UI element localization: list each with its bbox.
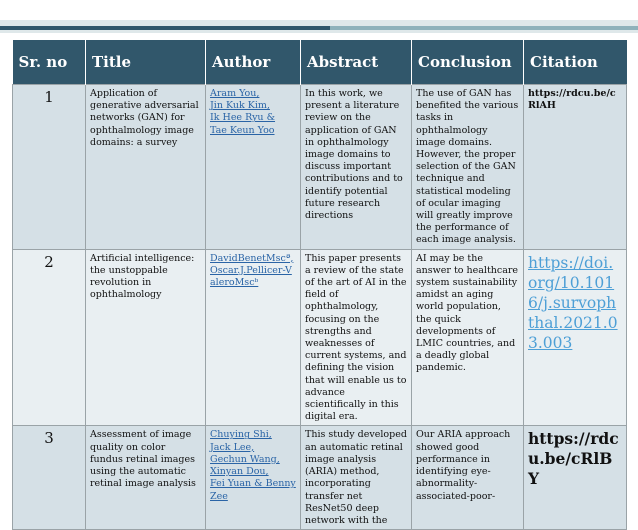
author-cell xyxy=(206,249,301,426)
literature-review-table xyxy=(12,40,627,530)
header-sr-no: Sr. no xyxy=(13,40,86,85)
header-citation: Citation xyxy=(524,40,627,85)
table-header-row xyxy=(13,40,627,85)
header-title: Title xyxy=(86,40,206,85)
author-link[interactable]: Chuying Shi, Jack Lee, Gechun Wang, Xinyan Dou, Fei Yuan & Benny Zee xyxy=(210,429,296,502)
header-stripe-light-lower xyxy=(0,30,638,33)
table-row xyxy=(13,85,627,250)
sr-no-cell: 1 xyxy=(13,85,86,250)
abstract-cell: This paper presents a review of the state of the art of AI in the field of ophthalmology, focusing on the strengths and weaknesses of current systems, and defining the vision that will enable us to advance scientifically in this digital era. xyxy=(301,249,412,426)
conclusion-cell: The use of GAN has benefited the various tasks in ophthalmology image domains. However, the proper selection of the GAN technique and statistical modeling of ocular imaging will greatly improve the performance of each image analysis. xyxy=(412,85,524,250)
conclusion-cell: AI may be the answer to healthcare system sustainability amidst an aging world population, the quick developments of LMIC countries, and a deadly global pandemic. xyxy=(412,249,524,426)
sr-no-cell: 2 xyxy=(13,249,86,426)
abstract-cell: In this work, we present a literature review on the application of GAN in ophthalmology image domains to discuss important contributions and to identify potential future research directions xyxy=(301,85,412,250)
citation-link[interactable]: https://rdcu.be/cRlBY xyxy=(528,429,619,489)
author-link[interactable]: DavidBenetMscª,Oscar.J.Pellicer-ValeroMscᵇ xyxy=(210,252,294,289)
abstract-cell: This study developed an automatic retinal image analysis (ARIA) method, incorporating transfer net ResNet50 deep network with the xyxy=(301,426,412,530)
title-cell: Assessment of image quality on color fundus retinal images using the automatic retinal image analysis xyxy=(86,426,206,530)
title-cell: Application of generative adversarial networks (GAN) for ophthalmology image domains: a survey xyxy=(86,85,206,250)
title-cell: Artificial intelligence: the unstoppable revolution in ophthalmology xyxy=(86,249,206,426)
header-abstract: Abstract xyxy=(301,40,412,85)
citation-link[interactable]: https://rdcu.be/cRlAH xyxy=(528,88,616,112)
citation-cell xyxy=(524,249,627,426)
header-author: Author xyxy=(206,40,301,85)
conclusion-cell: Our ARIA approach showed good performance in identifying eye-abnormality-associated-poor- xyxy=(412,426,524,530)
table-row xyxy=(13,249,627,426)
citation-link[interactable]: https://doi.org/10.1016/j.survophthal.2021.03.003 xyxy=(528,253,618,352)
author-link[interactable]: Aram You, Jin Kuk Kim, Ik Hee Ryu & Tae Keun Yoo xyxy=(210,88,276,136)
author-cell xyxy=(206,85,301,250)
header-conclusion: Conclusion xyxy=(412,40,524,85)
sr-no-cell: 3 xyxy=(13,426,86,530)
citation-cell xyxy=(524,85,627,250)
